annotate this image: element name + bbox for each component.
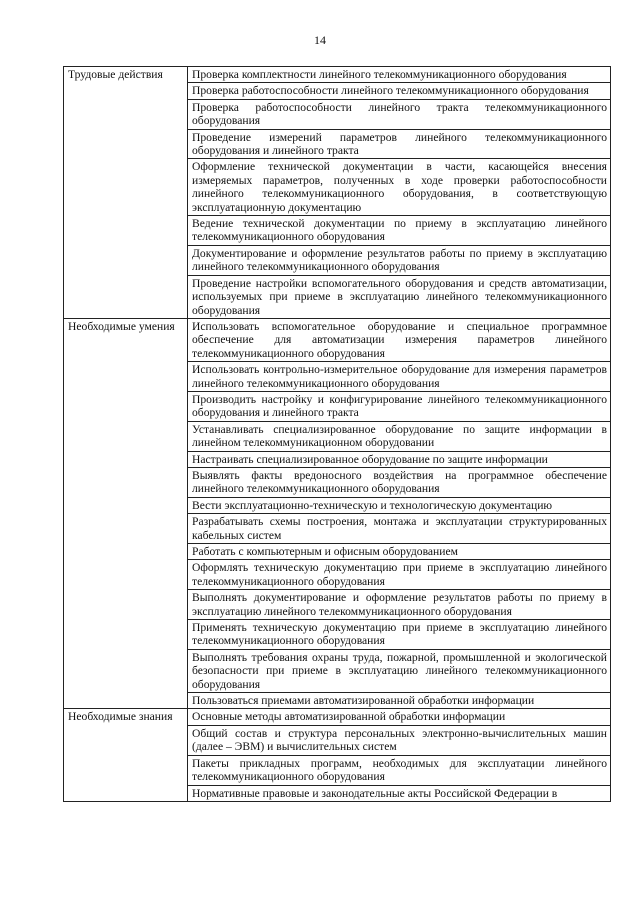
requirement-item: Производить настройку и конфигурирование линейного телекоммуникационного оборудования и линейного тракта <box>188 391 611 421</box>
requirements-table <box>63 66 611 802</box>
table-row <box>64 67 611 83</box>
requirement-item: Настраивать специализированное оборудование по защите информации <box>188 451 611 467</box>
requirement-item: Оформлять техническую документацию при приеме в эксплуатацию линейного телекоммуникационного оборудования <box>188 560 611 590</box>
requirement-item: Нормативные правовые и законодательные акты Российской Федерации в <box>188 785 611 801</box>
requirement-item: Разрабатывать схемы построения, монтажа и эксплуатации структурированных кабельных систем <box>188 514 611 544</box>
requirement-item: Работать с компьютерным и офисным оборудованием <box>188 544 611 560</box>
requirement-item: Выявлять факты вредоносного воздействия на программное обеспечение линейного телекоммуникационного оборудования <box>188 467 611 497</box>
requirement-item: Пользоваться приемами автоматизированной обработки информации <box>188 693 611 709</box>
requirement-item: Общий состав и структура персональных электронно-вычислительных машин (далее – ЭВМ) и вычислительных систем <box>188 725 611 755</box>
requirement-item: Проверка работоспособности линейного тракта телекоммуникационного оборудования <box>188 99 611 129</box>
table-body <box>64 67 611 802</box>
requirement-item: Проведение настройки вспомогательного оборудования и средств автоматизации, используемых при приеме в эксплуатацию линейного телекоммуникационного оборудования <box>188 275 611 318</box>
page-number: 14 <box>314 33 326 47</box>
requirement-item: Вести эксплуатационно-техническую и технологическую документацию <box>188 497 611 513</box>
requirement-item: Проверка работоспособности линейного телекоммуникационного оборудования <box>188 83 611 99</box>
section-label: Трудовые действия <box>64 67 188 319</box>
section-label: Необходимые знания <box>64 709 188 801</box>
requirement-item: Использовать контрольно-измерительное оборудование для измерения параметров линейного телекоммуникационного оборудования <box>188 362 611 392</box>
table-row <box>64 709 611 725</box>
table-row <box>64 318 611 361</box>
requirement-item: Проведение измерений параметров линейного телекоммуникационного оборудования и линейного тракта <box>188 129 611 159</box>
requirement-item: Выполнять требования охраны труда, пожарной, промышленной и экологической безопасности при приеме в эксплуатацию линейного телекоммуникационного оборудования <box>188 649 611 692</box>
requirement-item: Выполнять документирование и оформление результатов работы по приему в эксплуатацию линейного телекоммуникационного оборудования <box>188 590 611 620</box>
requirement-item: Оформление технической документации в части, касающейся внесения измеряемых параметров, полученных в ходе проверки работоспособности линейного телекоммуникационного оборудования, в соответствующую эксплуатационную документацию <box>188 159 611 216</box>
requirement-item: Проверка комплектности линейного телекоммуникационного оборудования <box>188 67 611 83</box>
requirement-item: Документирование и оформление результатов работы по приему в эксплуатацию линейного телекоммуникационного оборудования <box>188 245 611 275</box>
requirement-item: Устанавливать специализированное оборудование по защите информации в линейном телекоммуникационном оборудовании <box>188 421 611 451</box>
requirement-item: Основные методы автоматизированной обработки информации <box>188 709 611 725</box>
requirement-item: Применять техническую документацию при приеме в эксплуатацию линейного телекоммуникационного оборудования <box>188 620 611 650</box>
requirement-item: Ведение технической документации по приему в эксплуатацию линейного телекоммуникационного оборудования <box>188 216 611 246</box>
requirement-item: Использовать вспомогательное оборудование и специальное программное обеспечение для автоматизации измерения параметров линейного телекоммуникационного оборудования <box>188 318 611 361</box>
section-label: Необходимые умения <box>64 318 188 709</box>
requirement-item: Пакеты прикладных программ, необходимых для эксплуатации линейного телекоммуникационного оборудования <box>188 755 611 785</box>
